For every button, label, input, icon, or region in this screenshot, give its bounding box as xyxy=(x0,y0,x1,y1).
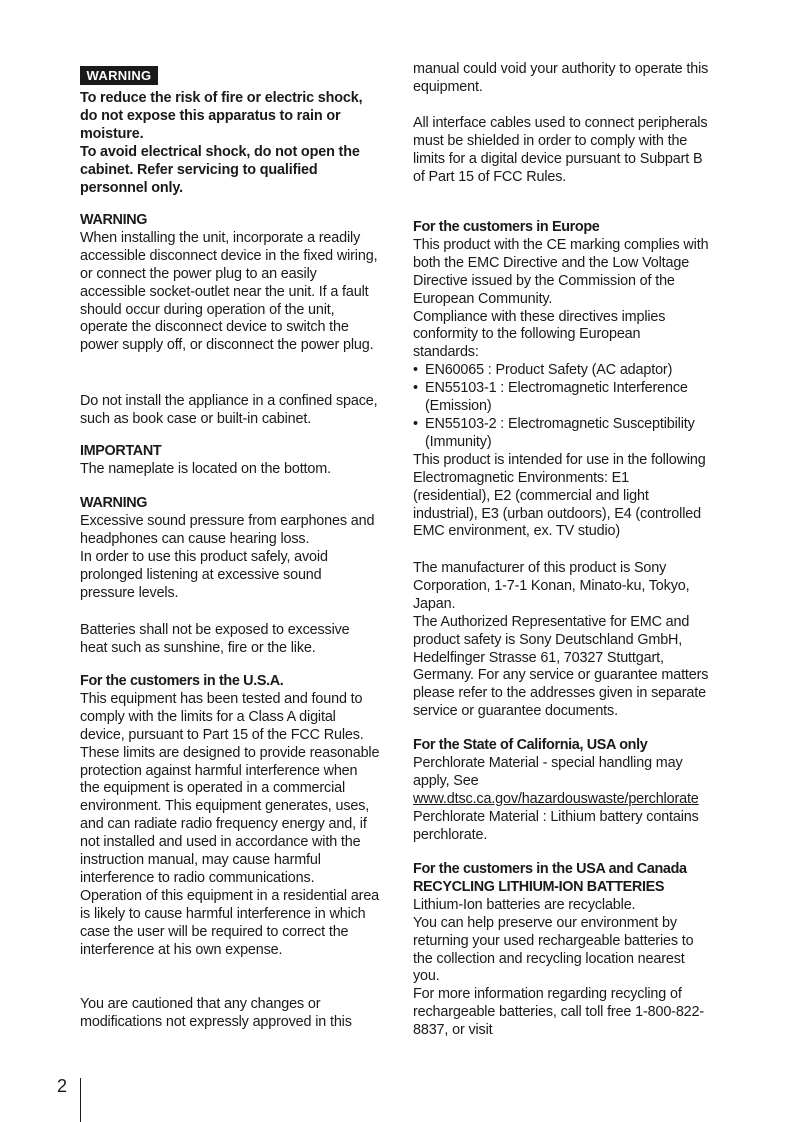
section-heading: WARNING xyxy=(80,212,148,228)
environments-text: This product is intended for use in the following Electromagnetic Environments: E1 (residential), E2 (commercial and light industrial), E3 (urban outdoors), E4 (controlled EMC environment, ex. TV studio) xyxy=(413,451,706,540)
cables-text xyxy=(413,115,709,187)
section-heading: For the customers in the U.S.A. xyxy=(80,673,284,689)
preserve-environment-text: You can help preserve our environment by returning your used rechargeable batteries to the collection and recycling location nearest you. xyxy=(413,914,694,985)
section-heading: For the State of California, USA only xyxy=(413,737,648,753)
section-heading: For the customers in the USA and Canada xyxy=(413,861,687,877)
dtsc-link[interactable]: www.dtsc.ca.gov/hazardouswaste/perchlorate xyxy=(413,790,699,807)
interface-cables-text: All interface cables used to connect peripherals must be shielded in order to comply with the limits for a digital device pursuant to Subpart B of Part 15 of FCC Rules. xyxy=(413,115,708,185)
batteries-text xyxy=(80,622,380,658)
section-heading: IMPORTANT xyxy=(80,443,162,459)
list-item: • EN55103-1 : Electromagnetic Interference (Emission) xyxy=(413,380,709,416)
list-item: • EN55103-2 : Electromagnetic Susceptibility (Immunity) xyxy=(413,416,709,452)
representative-text: The Authorized Representative for EMC and product safety is Sony Deutschland GmbH, Hedelfinger Strasse 61, 70327 Stuttgart, Germany. For any service or guarantee matters please refer to the addresses given in separate service or guarantee documents. xyxy=(413,613,709,720)
confined-text: Do not install the appliance in a confined space, such as book case or built-in cabinet. xyxy=(80,393,378,427)
standards-list xyxy=(413,362,709,452)
warning-installation-section xyxy=(80,212,380,355)
fcc-text: This equipment has been tested and found to comply with the limits for a Class A digital device, pursuant to Part 15 of the FCC Rules. These limits are designed to provide reasonable protection against harmful interference when the equipment is operated in a commercial environment. This equipment generates, uses, and can radiate radio frequency energy and, if not installed and used in accordance with the instruction manual, may cause harmful interference to radio communications. Operation of this equipment in a residential area is likely to cause harmful interference in which case the user will be required to correct the interference at his own expense. xyxy=(80,690,380,958)
continued-text xyxy=(413,61,709,97)
important-section xyxy=(80,443,380,479)
void-authority-text: manual could void your authority to operate this equipment. xyxy=(413,61,709,95)
recyclable-text: Lithium-Ion batteries are recyclable. xyxy=(413,896,636,913)
section-heading: For the customers in Europe xyxy=(413,219,600,235)
list-item: • EN60065 : Product Safety (AC adaptor) xyxy=(413,362,709,380)
perchlorate-lithium-text: Perchlorate Material : Lithium battery contains perchlorate. xyxy=(413,808,699,843)
manufacturer-section xyxy=(413,560,709,721)
nameplate-text: The nameplate is located on the bottom. xyxy=(80,460,331,477)
more-information-text: For more information regarding recycling of rechargeable batteries, call toll free 1-800-822-8837, or visit xyxy=(413,986,705,1039)
page-number-rule xyxy=(80,1078,81,1122)
changes-warning-text: You are cautioned that any changes or modifications not expressly approved in this xyxy=(80,996,352,1030)
page-number: 2 xyxy=(57,1076,68,1096)
recycling-section xyxy=(413,861,709,1040)
section-subheading: RECYCLING LITHIUM-ION BATTERIES xyxy=(413,878,665,895)
manufacturer-text: The manufacturer of this product is Sony Corporation, 1-7-1 Konan, Minato-ku, Tokyo, Japan. xyxy=(413,560,690,612)
ce-marking-text: This product with the CE marking complies with both the EMC Directive and the Low Voltage Directive issued by the Commission of the European Community. xyxy=(413,236,709,307)
europe-section xyxy=(413,219,709,541)
section-heading: WARNING xyxy=(80,495,148,511)
perchlorate-prefix: Perchlorate Material - special handling may apply, See xyxy=(413,754,683,789)
perchlorate-text xyxy=(413,755,709,809)
warning-sound-section xyxy=(80,495,380,602)
intro-warning xyxy=(80,90,380,197)
cautioned-text xyxy=(80,996,380,1032)
electrical-shock-warning: To avoid electrical shock, do not open the cabinet. Refer servicing to qualified personnel only. xyxy=(80,143,360,196)
fire-shock-warning: To reduce the risk of fire or electric shock, do not expose this apparatus to rain or moisture. xyxy=(80,90,363,142)
sound-pressure-text: Excessive sound pressure from earphones and headphones can cause hearing loss. In order to use this product safely, avoid prolonged listening at excessive sound pressure levels. xyxy=(80,512,375,601)
batteries-heat-text: Batteries shall not be exposed to excessive heat such as sunshine, fire or the like. xyxy=(80,622,350,656)
compliance-text: Compliance with these directives implies conformity to the following European standards: xyxy=(413,308,666,361)
confined-space-text xyxy=(80,393,380,429)
usa-section xyxy=(80,673,380,960)
installation-text: When installing the unit, incorporate a readily accessible disconnect device in the fixed wiring, or connect the power plug to an easily accessible socket-outlet near the unit. If a fault should occur during operation of the unit, operate the disconnect device to switch the power supply off, or disconnect the power plug. xyxy=(80,229,378,354)
warning-label-box: WARNING xyxy=(80,66,158,85)
california-section xyxy=(413,737,709,844)
